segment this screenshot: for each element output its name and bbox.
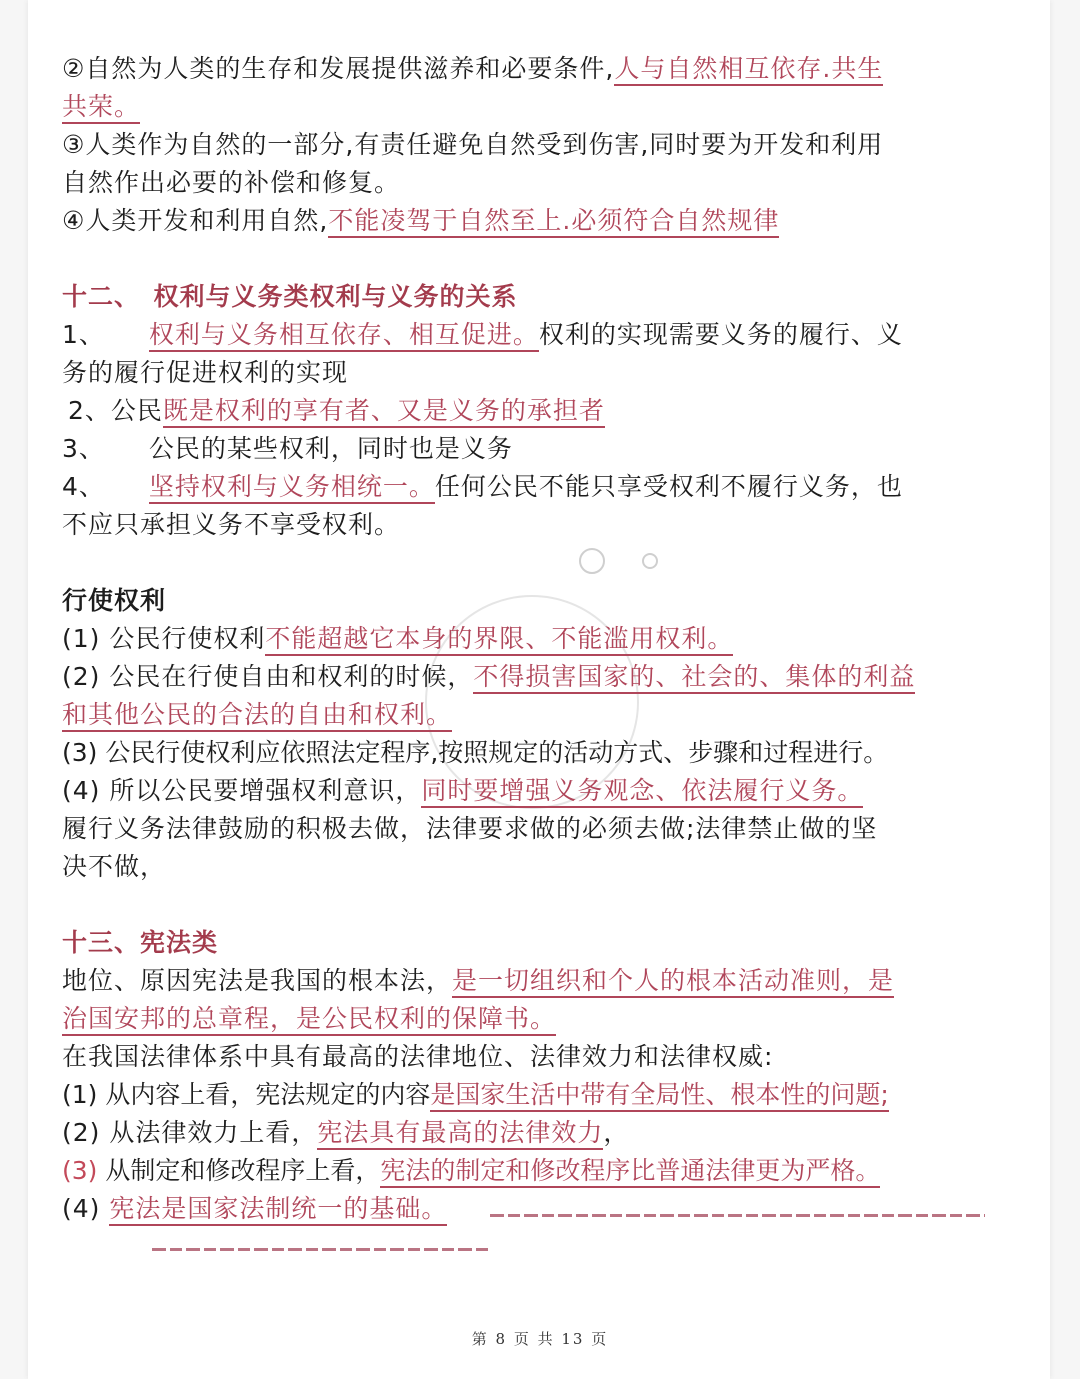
scribble-mark: [490, 1214, 985, 1217]
text-line: (3) 公民行使权利应依照法定程序,按照规定的活动方式、步骤和过程进行。: [62, 738, 889, 767]
text-line: (4) 宪法是国家法制统一的基础。: [62, 1190, 967, 1228]
text-line: 决不做，: [62, 852, 167, 881]
answer-underline: 人与自然相互依存.共生: [614, 54, 883, 86]
section-heading-12: 十二、 权利与义务类权利与义务的关系: [62, 282, 518, 311]
answer-underline: 宪法具有最高的法律效力: [317, 1118, 603, 1150]
text-line: 不应只承担义务不享受权利。: [62, 510, 401, 539]
page-footer: 第 8 页 共 13 页: [471, 1330, 609, 1348]
text-line: (1) 公民行使权利不能超越它本身的界限、不能滥用权利。: [62, 620, 967, 658]
answer-underline: 不能超越它本身的界限、不能滥用权利。: [265, 624, 733, 656]
answer-underline: 宪法的制定和修改程序比普通法律更为严格。: [380, 1156, 880, 1188]
text-line: ④人类开发和利用自然,不能凌驾于自然至上.必须符合自然规律: [62, 202, 967, 240]
text-line: ②自然为人类的生存和发展提供滋养和必要条件,人与自然相互依存.共生: [62, 50, 967, 88]
text-line: (2) 从法律效力上看，宪法具有最高的法律效力，: [62, 1114, 967, 1152]
answer-underline: 宪法是国家法制统一的基础。: [109, 1194, 447, 1226]
section-heading-13: 十三、宪法类: [62, 928, 219, 957]
scribble-mark: [152, 1248, 492, 1251]
answer-underline: 同时要增强义务观念、依法履行义务。: [421, 776, 863, 808]
answer-underline: 不得损害国家的、社会的、集体的利益: [473, 662, 915, 694]
text-line: 1、 权利与义务相互依存、相互促进。权利的实现需要义务的履行、义: [62, 316, 967, 354]
text-line: ③人类作为自然的一部分,有责任避免自然受到伤害,同时要为开发和利用: [62, 130, 884, 159]
text-line: 地位、原因宪法是我国的根本法，是一切组织和个人的根本活动准则，是: [62, 962, 967, 1000]
answer-underline: 共荣。: [62, 92, 140, 124]
text-line: 务的履行促进权利的实现: [62, 358, 349, 387]
subsection-heading: 行使权利: [62, 586, 167, 615]
answer-underline: 是国家生活中带有全局性、根本性的问题;: [430, 1080, 888, 1112]
answer-underline: 治国安邦的总章程，是公民权利的保障书。: [62, 1004, 556, 1036]
text-line: [62, 1000, 967, 1038]
text-line: 3、 公民的某些权利，同时也是义务: [62, 434, 513, 463]
text-line: (3) 从制定和修改程序上看，宪法的制定和修改程序比普通法律更为严格。: [62, 1152, 967, 1190]
text-line: 2、公民既是权利的享有者、又是义务的承担者: [62, 392, 967, 430]
answer-underline: 既是权利的享有者、又是义务的承担者: [163, 396, 605, 428]
text-line: 履行义务法律鼓励的积极去做，法律要求做的必须去做;法律禁止做的坚: [62, 814, 878, 843]
text-line: [62, 88, 967, 126]
text-line: [62, 696, 967, 734]
text-line: 4、 坚持权利与义务相统一。任何公民不能只享受权利不履行义务，也: [62, 468, 967, 506]
text-line: (4) 所以公民要增强权利意识，同时要增强义务观念、依法履行义务。: [62, 772, 967, 810]
text-line: (1) 从内容上看，宪法规定的内容是国家生活中带有全局性、根本性的问题;: [62, 1076, 967, 1114]
answer-underline: 和其他公民的合法的自由和权利。: [62, 700, 452, 732]
answer-underline: 不能凌驾于自然至上.必须符合自然规律: [328, 206, 779, 238]
text-line: 自然作出必要的补偿和修复。: [62, 168, 401, 197]
answer-underline: 是一切组织和个人的根本活动准则，是: [452, 966, 894, 998]
answer-underline: 坚持权利与义务相统一。: [149, 472, 435, 504]
text-line: 在我国法律体系中具有最高的法律地位、法律效力和法律权威:: [62, 1042, 774, 1071]
answer-underline: 权利与义务相互依存、相互促进。: [149, 320, 539, 352]
document-body: [62, 50, 967, 1228]
text-line: (2) 公民在行使自由和权利的时候，不得损害国家的、社会的、集体的利益: [62, 658, 967, 696]
